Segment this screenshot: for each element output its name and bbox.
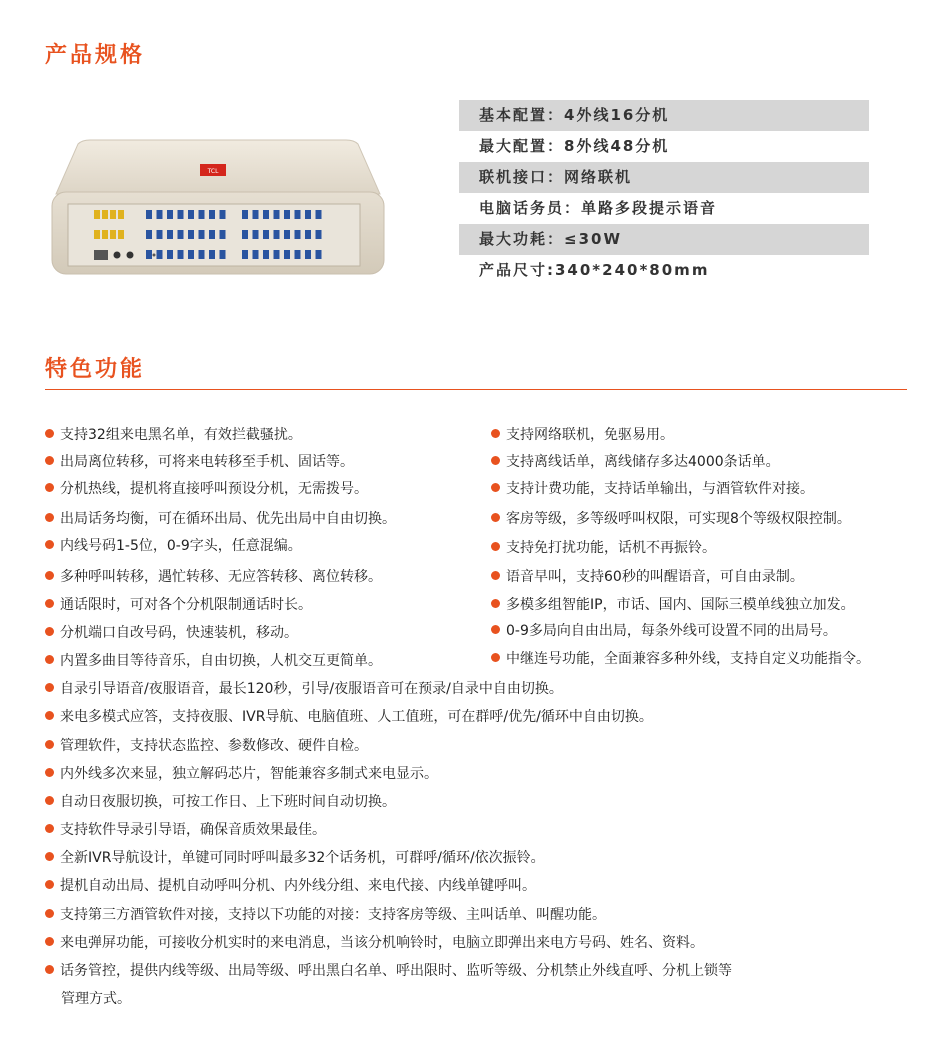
feature-item: 支持计费功能，支持话单输出，与酒管软件对接。 bbox=[491, 478, 814, 498]
rj11-port bbox=[167, 210, 173, 219]
bullet-icon bbox=[45, 824, 54, 833]
rj11-port bbox=[263, 210, 269, 219]
bullet-icon bbox=[45, 571, 54, 580]
bullet-icon bbox=[45, 599, 54, 608]
rj11-port bbox=[146, 250, 152, 259]
specs-section-title: 产品规格 bbox=[45, 43, 146, 68]
bullet-icon bbox=[45, 627, 54, 636]
rj11-port bbox=[242, 210, 248, 219]
bullet-icon bbox=[491, 625, 500, 634]
rj11-port bbox=[94, 230, 100, 239]
rj11-port bbox=[167, 230, 173, 239]
rj11-port bbox=[188, 250, 194, 259]
rj11-port bbox=[157, 210, 163, 219]
rj11-port bbox=[305, 250, 311, 259]
bullet-icon bbox=[491, 513, 500, 522]
rj11-port bbox=[305, 230, 311, 239]
rj11-port bbox=[316, 250, 322, 259]
rj11-port bbox=[284, 210, 290, 219]
bullet-icon bbox=[45, 655, 54, 664]
rj11-port bbox=[253, 230, 259, 239]
bullet-icon bbox=[45, 796, 54, 805]
section-divider bbox=[45, 389, 907, 390]
rj11-port bbox=[157, 250, 163, 259]
feature-item: 支持离线话单，离线储存多达4000条话单。 bbox=[491, 451, 780, 471]
rj11-port bbox=[146, 230, 152, 239]
rj11-port bbox=[253, 250, 259, 259]
rj11-port bbox=[220, 210, 226, 219]
rj11-port bbox=[102, 210, 108, 219]
pbx-device-image bbox=[50, 138, 386, 278]
bullet-icon bbox=[45, 683, 54, 692]
feature-item: 提机自动出局、提机自动呼叫分机、内外线分组、来电代接、内线单键呼叫。 bbox=[45, 875, 536, 895]
spec-row: 电脑话务员：单路多段提示语音 bbox=[479, 199, 718, 217]
feature-item: 支持软件导录引导语，确保音质效果最佳。 bbox=[45, 819, 326, 839]
rj11-port bbox=[110, 230, 116, 239]
feature-item: 自录引导语音/夜服语音，最长120秒，引导/夜服语音可在预录/自录中自由切换。 bbox=[45, 678, 563, 698]
rj11-port bbox=[295, 230, 301, 239]
rj11-port bbox=[118, 210, 124, 219]
rj11-port bbox=[199, 250, 205, 259]
feature-item: 管理软件，支持状态监控、参数修改、硬件自检。 bbox=[45, 735, 368, 755]
rj11-port bbox=[94, 210, 100, 219]
bullet-icon bbox=[45, 483, 54, 492]
rj11-port bbox=[220, 230, 226, 239]
rj11-port bbox=[209, 250, 215, 259]
feature-item: 全新IVR导航设计，单键可同时呼叫最多32个话务机，可群呼/循环/依次振铃。 bbox=[45, 847, 545, 867]
bullet-icon bbox=[45, 909, 54, 918]
rj11-port bbox=[295, 210, 301, 219]
rj11-port bbox=[316, 230, 322, 239]
spec-row: 基本配置：4外线16分机 bbox=[459, 100, 869, 131]
rj11-port bbox=[316, 210, 322, 219]
feature-item: 内置多曲目等待音乐，自由切换，人机交互更简单。 bbox=[45, 650, 382, 670]
feature-item: 支持第三方酒管软件对接，支持以下功能的对接：支持客房等级、主叫话单、叫醒功能。 bbox=[45, 904, 606, 924]
rj11-port bbox=[199, 230, 205, 239]
rj11-port bbox=[242, 250, 248, 259]
bullet-icon bbox=[45, 880, 54, 889]
bullet-icon bbox=[45, 768, 54, 777]
svg-text:TCL: TCL bbox=[207, 168, 219, 175]
bullet-icon bbox=[45, 540, 54, 549]
bullet-icon bbox=[491, 542, 500, 551]
feature-item: 出局话务均衡，可在循环出局、优先出局中自由切换。 bbox=[45, 508, 396, 528]
rj11-port bbox=[146, 210, 152, 219]
rj11-port bbox=[220, 250, 226, 259]
rj11-port bbox=[178, 250, 184, 259]
rj11-port bbox=[167, 250, 173, 259]
rj11-port bbox=[110, 210, 116, 219]
feature-item: 话务管控，提供内线等级、出局等级、呼出黑白名单、呼出限时、监听等级、分机禁止外线直呼、分机上锁等 bbox=[45, 960, 732, 980]
bullet-icon bbox=[45, 456, 54, 465]
feature-item: 内线号码1-5位，0-9字头，任意混编。 bbox=[45, 535, 302, 555]
spec-table bbox=[459, 100, 869, 286]
bullet-icon bbox=[45, 965, 54, 974]
rj11-port bbox=[284, 230, 290, 239]
features-section-title: 特色功能 bbox=[45, 357, 146, 382]
rj11-port bbox=[209, 210, 215, 219]
bullet-icon bbox=[491, 571, 500, 580]
spec-row: 最大功耗：≤30W bbox=[459, 224, 869, 255]
rj11-port bbox=[188, 210, 194, 219]
bullet-icon bbox=[45, 429, 54, 438]
feature-item: 多模多组智能IP，市话、国内、国际三模单线独立加发。 bbox=[491, 594, 855, 614]
rj11-port bbox=[263, 250, 269, 259]
rj11-port bbox=[274, 250, 280, 259]
feature-item: 来电多模式应答，支持夜服、IVR导航、电脑值班、人工值班，可在群呼/优先/循环中自由切换。 bbox=[45, 706, 653, 726]
feature-item: 支持免打扰功能，话机不再振铃。 bbox=[491, 537, 716, 557]
rj11-port bbox=[178, 210, 184, 219]
rj11-port bbox=[263, 230, 269, 239]
feature-item: 客房等级，多等级呼叫权限，可实现8个等级权限控制。 bbox=[491, 508, 851, 528]
bullet-icon bbox=[45, 852, 54, 861]
bullet-icon bbox=[491, 653, 500, 662]
rj11-port bbox=[242, 230, 248, 239]
rj11-port bbox=[274, 230, 280, 239]
spec-row: 最大配置：8外线48分机 bbox=[479, 137, 670, 155]
feature-item: 通话限时，可对各个分机限制通话时长。 bbox=[45, 594, 312, 614]
rj11-port bbox=[178, 230, 184, 239]
feature-item: 分机热线，提机将直接呼叫预设分机，无需拨号。 bbox=[45, 478, 368, 498]
bullet-icon bbox=[45, 740, 54, 749]
feature-item: 分机端口自改号码，快速装机，移动。 bbox=[45, 622, 298, 642]
bullet-icon bbox=[45, 937, 54, 946]
feature-item: 支持32组来电黑名单，有效拦截骚扰。 bbox=[45, 424, 302, 444]
feature-item-continuation: 管理方式。 bbox=[61, 991, 131, 1007]
rj11-port bbox=[102, 230, 108, 239]
feature-item: 支持网络联机，免驱易用。 bbox=[491, 424, 674, 444]
feature-item: 内外线多次来显，独立解码芯片，智能兼容多制式来电显示。 bbox=[45, 763, 438, 783]
spec-row: 联机接口：网络联机 bbox=[459, 162, 869, 193]
bullet-icon bbox=[491, 456, 500, 465]
spec-row: 产品尺寸:340*240*80mm bbox=[479, 261, 710, 279]
bullet-icon bbox=[45, 711, 54, 720]
rj11-port bbox=[188, 230, 194, 239]
feature-item: 出局离位转移，可将来电转移至手机、固话等。 bbox=[45, 451, 354, 471]
bullet-icon bbox=[491, 483, 500, 492]
feature-item: 语音早叫，支持60秒的叫醒语音，可自由录制。 bbox=[491, 566, 804, 586]
feature-item: 中继连号功能，全面兼容多种外线，支持自定义功能指令。 bbox=[491, 648, 870, 668]
rj11-port bbox=[209, 230, 215, 239]
feature-item: 多种呼叫转移，遇忙转移、无应答转移、离位转移。 bbox=[45, 566, 382, 586]
rj11-port bbox=[295, 250, 301, 259]
rj11-port bbox=[199, 210, 205, 219]
bullet-icon bbox=[45, 513, 54, 522]
rj11-port bbox=[253, 210, 259, 219]
feature-item: 0-9多局向自由出局，每条外线可设置不同的出局号。 bbox=[491, 620, 837, 640]
bullet-icon bbox=[491, 599, 500, 608]
feature-item: 来电弹屏功能，可接收分机实时的来电消息，当该分机响铃时，电脑立即弹出来电方号码、姓名、资料。 bbox=[45, 932, 704, 952]
rj11-port bbox=[274, 210, 280, 219]
bullet-icon bbox=[491, 429, 500, 438]
rj11-port bbox=[118, 230, 124, 239]
feature-item: 自动日夜服切换，可按工作日、上下班时间自动切换。 bbox=[45, 791, 396, 811]
rj11-port bbox=[305, 210, 311, 219]
rj11-port bbox=[284, 250, 290, 259]
rj11-port bbox=[157, 230, 163, 239]
